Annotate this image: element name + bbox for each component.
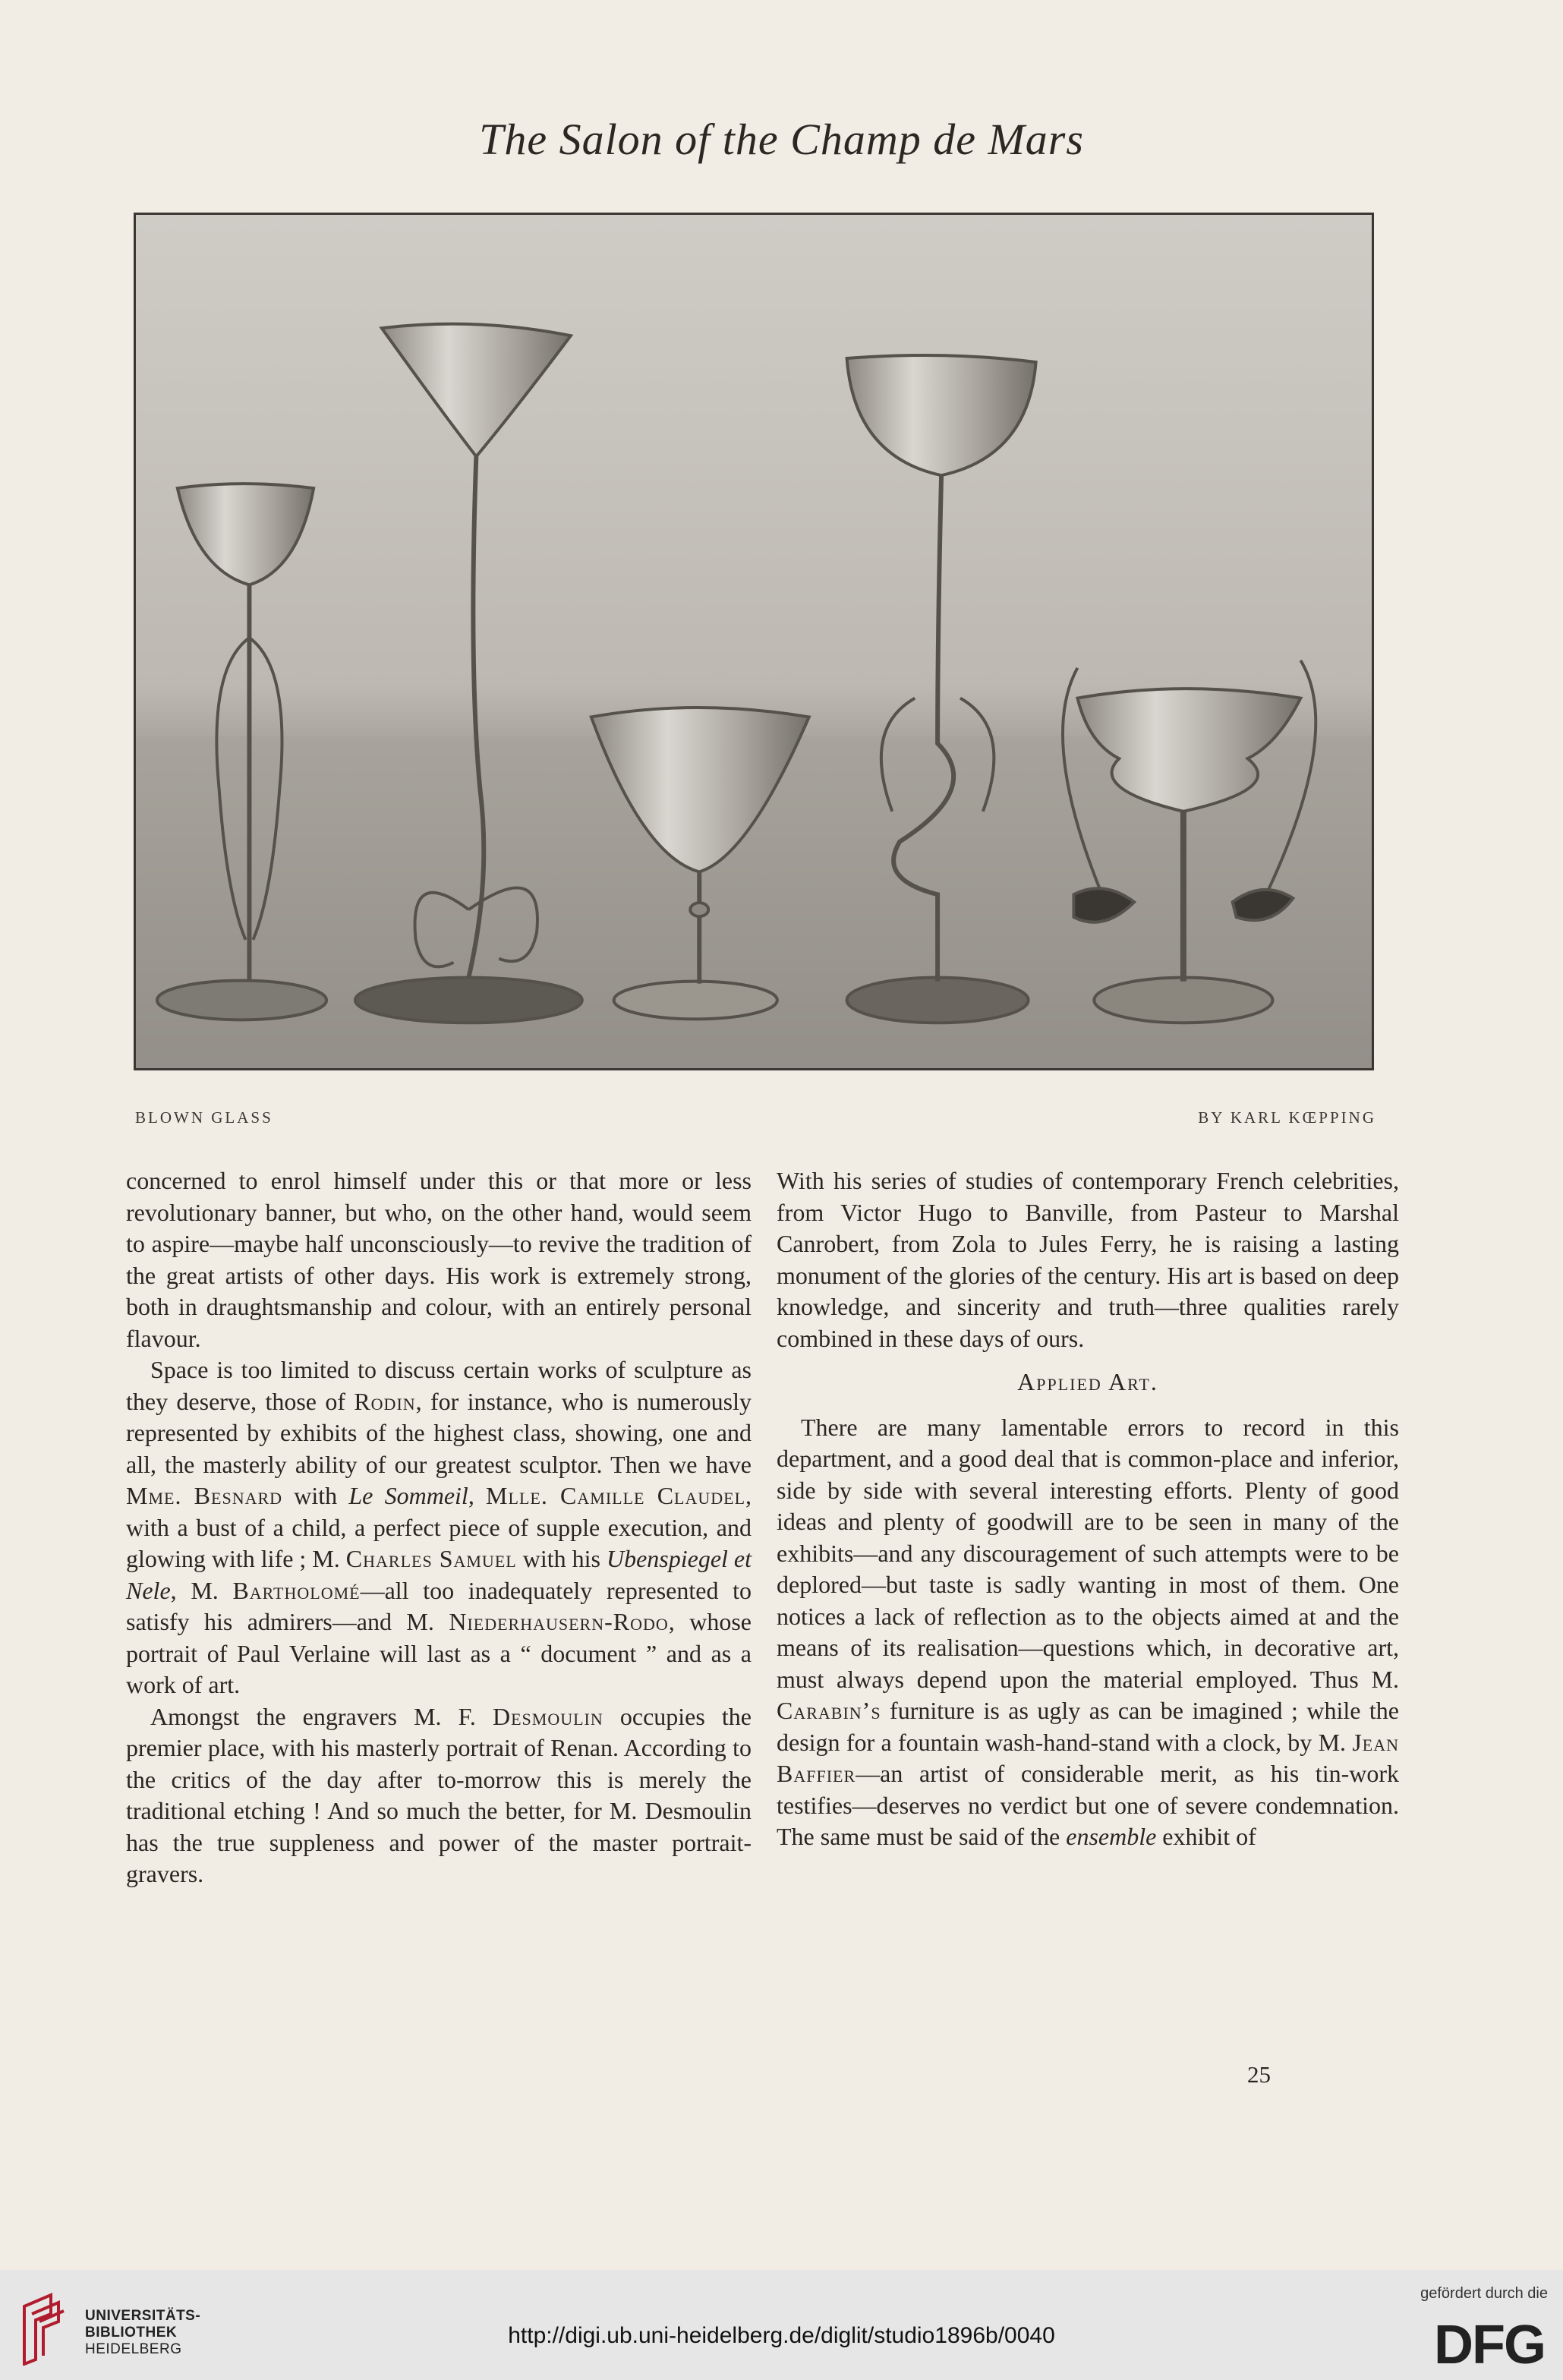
paragraph: concerned to enrol himself under this or that more or less revolutionary banner, but who, on the other hand, would seem to aspire—maybe half unconsciously—to revive the tradition of the great artists of other days. His work is extremely strong, both in draughtsmanship and colour, with an entirely personal flavour. bbox=[126, 1167, 752, 1352]
section-heading: Applied Art. bbox=[1017, 1368, 1158, 1395]
work-title: Ubenspiegel et Nele bbox=[126, 1545, 752, 1604]
page-number: 25 bbox=[1247, 2061, 1271, 2088]
plate-caption-artist: BY KARL KŒPPING bbox=[1198, 1108, 1376, 1127]
permalink-url[interactable]: http://digi.ub.uni-heidelberg.de/diglit/studio1896b/0040 bbox=[508, 2323, 1055, 2348]
paragraph: Space is too limited to discuss certain works of sculpture as they deserve, those of Rodin, for instance, who is numerously represented by exhibits of the highest class, showing, one and all, the masterly ability of our greatest sculptor. Then we have Mme. Besnard with Le Sommeil, Mlle. Camille Claudel, with a bust of a child, a perfect piece of supple execution, and glowing with life ; M. Charles Samuel with his Ubenspiegel et Nele, M. Bartholomé—all too inadequately represented to satisfy his admirers—and M. Niederhausern-Rodo, whose portrait of Paul Verlaine will last as a “ document ” and as a work of art. bbox=[126, 1356, 752, 1698]
artist-name: Rodin bbox=[354, 1387, 416, 1415]
work-title: ensemble bbox=[1066, 1823, 1157, 1850]
left-column bbox=[126, 1165, 752, 1890]
running-title: The Salon of the Champ de Mars bbox=[479, 115, 1084, 164]
artist-name: Charles Samuel bbox=[345, 1545, 517, 1572]
artist-name: Carabin’s bbox=[777, 1697, 881, 1724]
glassware-illustration bbox=[136, 215, 1372, 1068]
paragraph: There are many lamentable errors to record in this department, and a good deal that is common-place and inferior, side by side with several interesting efforts. Plenty of good ideas and plenty of goodwill are to be seen in many of the exhibits—and any discouragement of such attempts were to be deplored—but taste is sadly wanting in most of them. One notices a lack of reflection as to the objects aimed at and the means of its realisation—questions which, in decorative art, must always depend upon the material employed. Thus M. Carabin’s furniture is as ugly as can be imagined ; while the design for a fountain wash-hand-stand with a clock, by M. Jean Baffier—an artist of considerable merit, as his tin-work testifies—deserves no verdict but one of severe condemnation. The same must be said of the ensemble exhibit of bbox=[777, 1413, 1399, 1850]
plate-caption-title: BLOWN GLASS bbox=[135, 1108, 273, 1127]
paragraph: Amongst the engravers M. F. Desmoulin occupies the premier place, with his masterly portrait of Renan. According to the critics of the day after to-morrow this is merely the traditional etching ! And so much the better, for M. Desmoulin has the true suppleness and power of the master portrait-gravers. bbox=[126, 1702, 752, 1887]
digitization-footer bbox=[0, 2270, 1563, 2380]
funder-label: gefördert durch die bbox=[1420, 2285, 1548, 2302]
work-title: Le Sommeil bbox=[348, 1482, 468, 1509]
right-column bbox=[777, 1165, 1399, 1853]
artist-name: Mlle. Camille Claudel bbox=[486, 1482, 746, 1509]
artist-name: Niederhausern-Rodo bbox=[449, 1608, 669, 1635]
library-name: UNIVERSITÄTS- BIBLIOTHEK HEIDELBERG bbox=[85, 2308, 201, 2357]
artist-name: Desmoulin bbox=[492, 1702, 603, 1730]
blown-glass-photo bbox=[134, 213, 1374, 1070]
dfg-logo: DFG bbox=[1434, 2315, 1545, 2375]
artist-name: Jean Baffier bbox=[777, 1728, 1399, 1787]
artist-name: Bartholomé bbox=[232, 1576, 361, 1604]
artist-name: Mme. Besnard bbox=[126, 1482, 283, 1509]
paragraph: With his series of studies of contemporary French celebrities, from Victor Hugo to Banville, from Pasteur to Marshal Canrobert, from Zola to Jules Ferry, he is raising a lasting monument of the glories of the century. His art is based on deep knowledge, and sincerity and truth—three qualities rarely combined in these days of ours. bbox=[777, 1167, 1399, 1352]
